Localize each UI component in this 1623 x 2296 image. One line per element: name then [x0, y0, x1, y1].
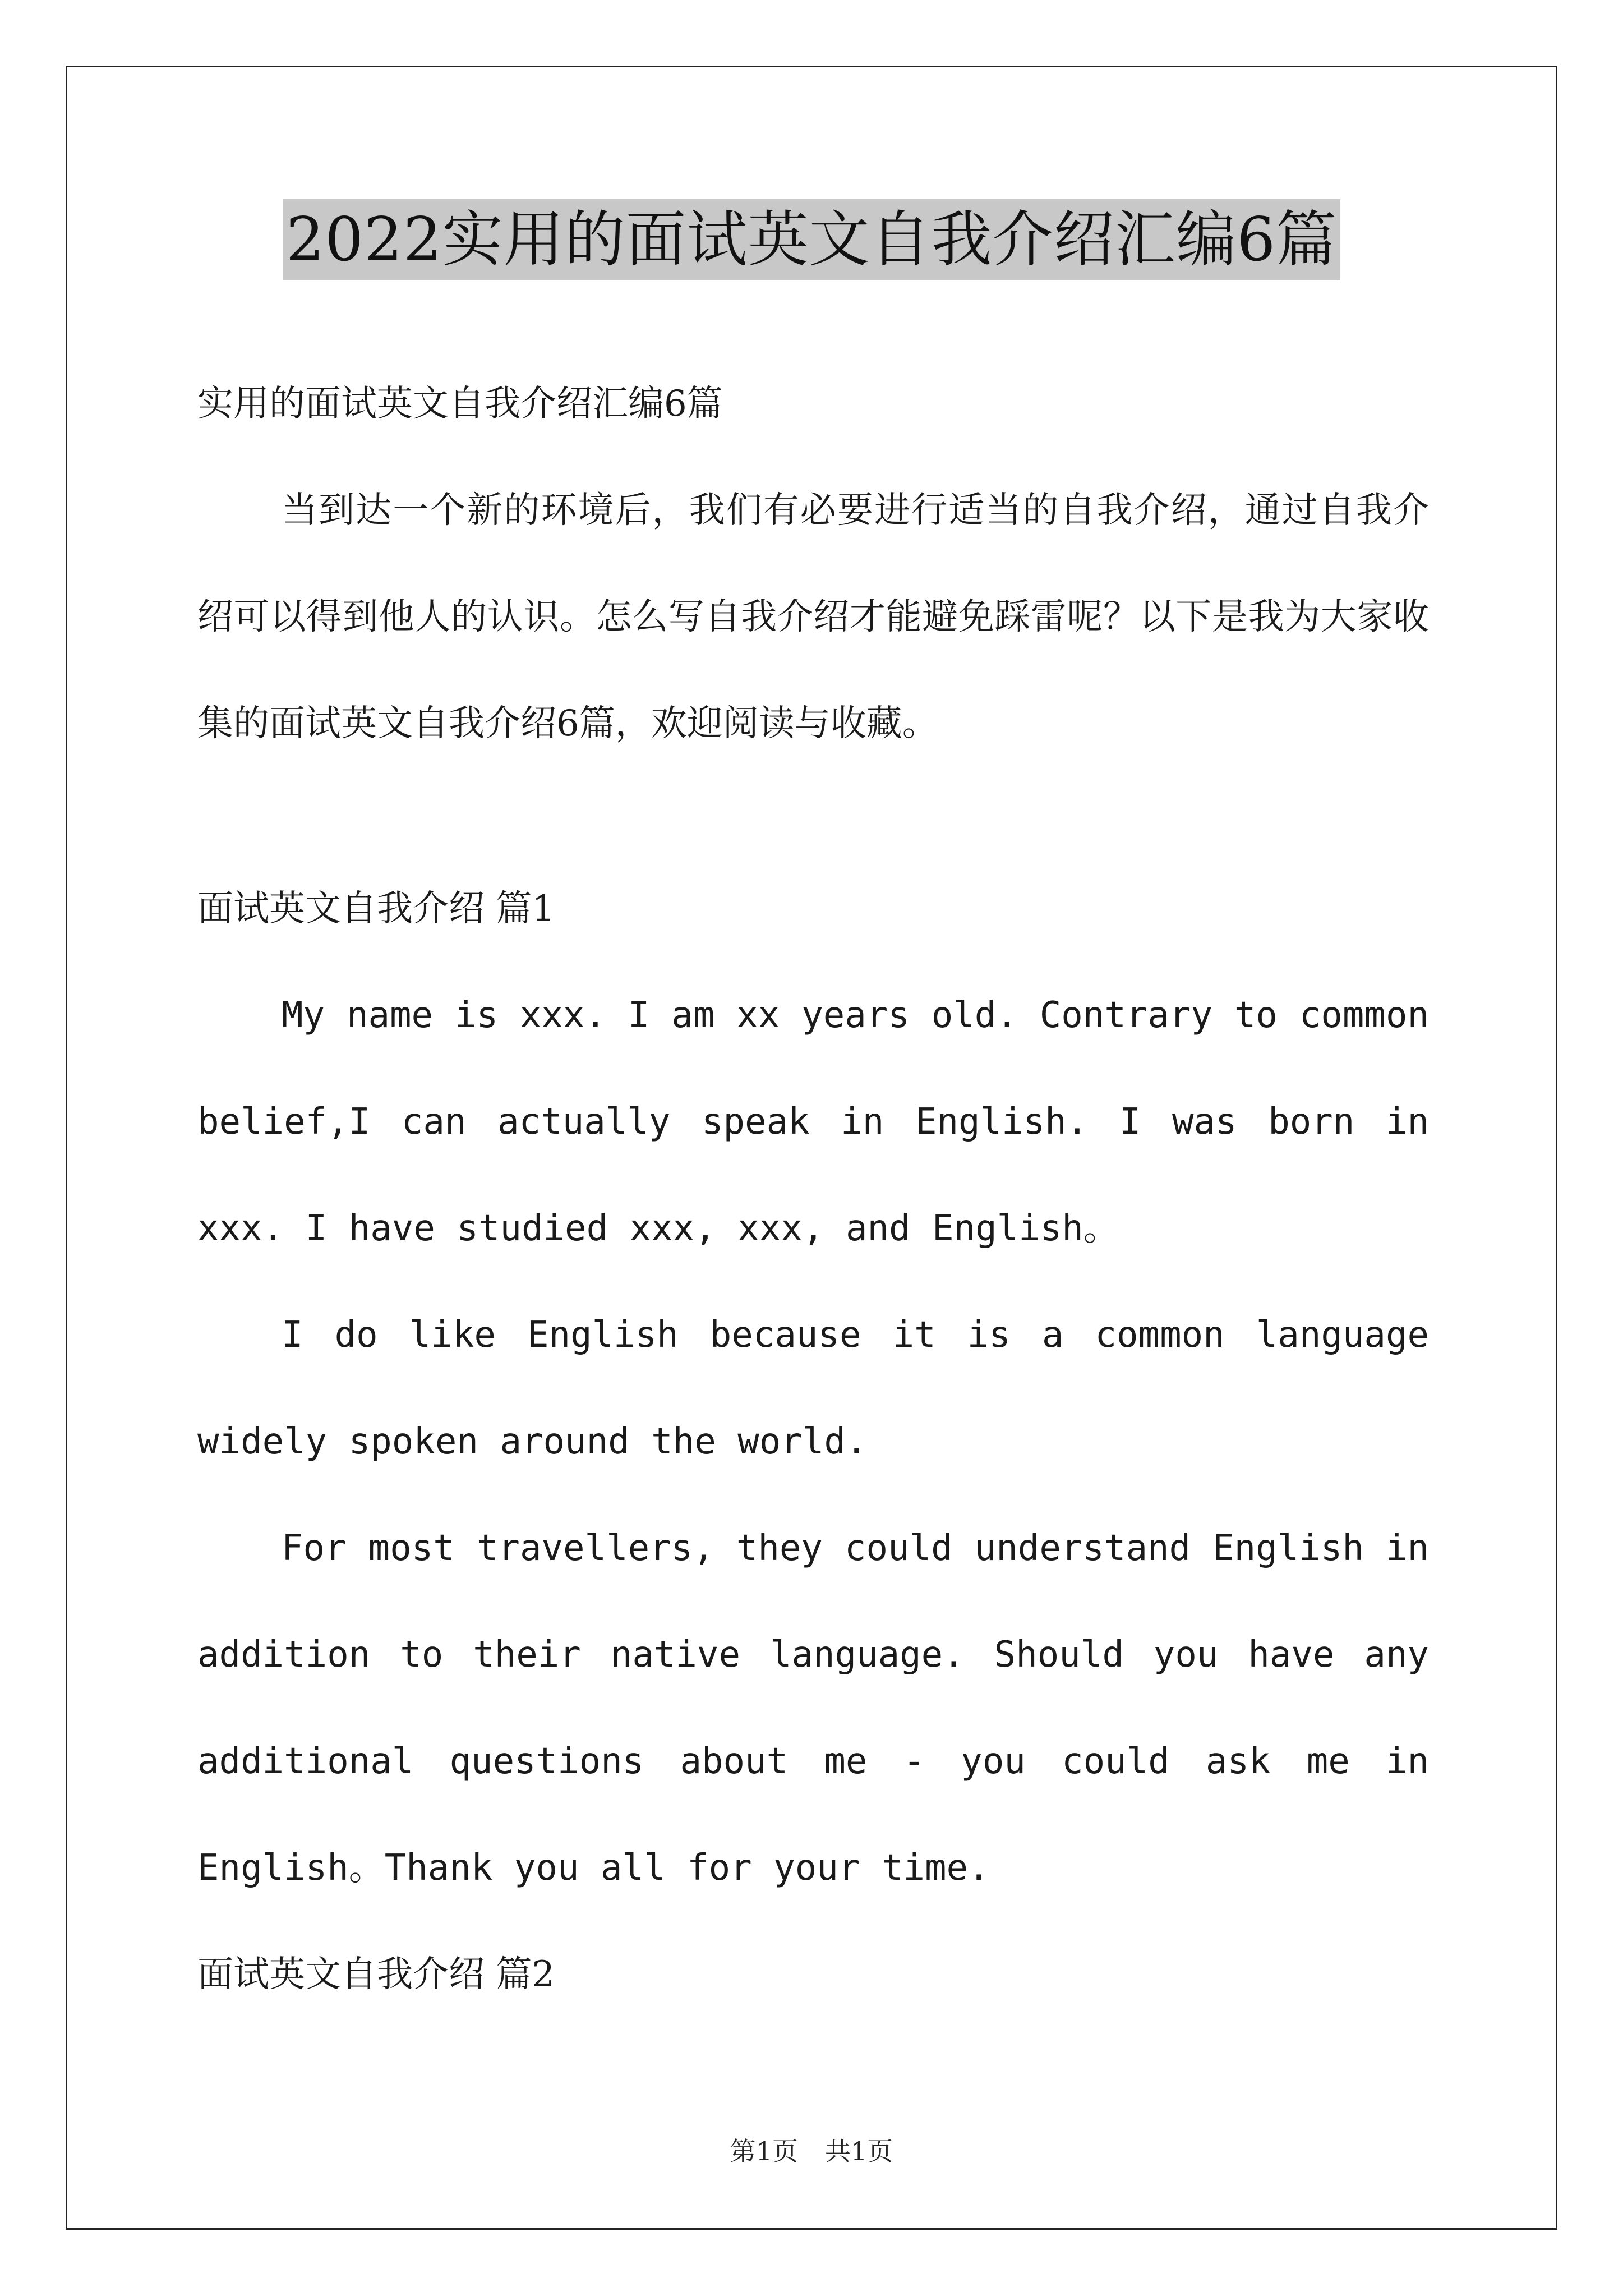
paragraph: My name is xxx. I am xx years old. Contrary to common belief,I can actually speak in English. I was born in xxx. I have studied xxx, xxx, and English。	[197, 995, 1429, 1249]
paragraph: I do like English because it is a common language widely spoken around the world.	[197, 1314, 1429, 1462]
section-heading-2: 面试英文自我介绍 篇2	[197, 1954, 555, 1995]
page-total: 共1页	[825, 2136, 893, 2166]
intro-paragraph: 当到达一个新的环境后，我们有必要进行适当的自我介绍，通过自我介绍可以得到他人的认识。怎么写自我介绍才能避免踩雷呢？以下是我为大家收集的面试英文自我介绍6篇，欢迎阅读与收藏。	[197, 490, 1429, 744]
page-footer	[0, 2134, 1623, 2168]
section-gap	[197, 777, 1429, 855]
section-heading-1: 面试英文自我介绍 篇1	[197, 888, 555, 930]
page-number: 第1页	[730, 2136, 798, 2166]
document-body	[197, 351, 1429, 2028]
subtitle: 实用的面试英文自我介绍汇编6篇	[197, 383, 723, 425]
paragraph: For most travellers, they could understand English in addition to their native language. Should you have any additional questions about me - you could ask me in English。Thank you all for your time.	[197, 1527, 1429, 1889]
document-title: 2022实用的面试英文自我介绍汇编6篇	[283, 199, 1341, 280]
title-container	[0, 199, 1623, 280]
